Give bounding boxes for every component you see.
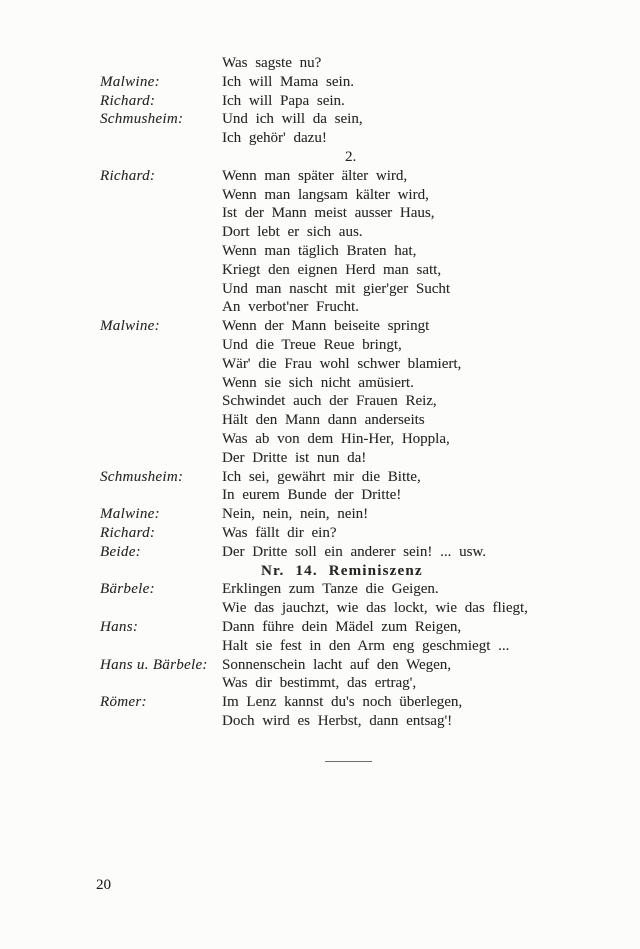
script-row	[100, 110, 605, 129]
script-row	[100, 223, 605, 242]
dialogue-line: Was ab von dem Hin-Her, Hoppla,	[222, 430, 450, 447]
speaker-label	[100, 449, 222, 468]
speaker-label: Hans:	[100, 618, 139, 635]
script-row	[100, 449, 605, 468]
dialogue-line: Wenn man langsam kälter wird,	[222, 186, 429, 203]
script-row	[100, 580, 605, 599]
script-row	[100, 204, 605, 223]
dialogue-line: Wenn sie sich nicht amüsiert.	[222, 374, 414, 391]
dialogue-line: Wenn der Mann beiseite springt	[222, 318, 430, 335]
script-row	[100, 599, 605, 618]
dialogue-line: Ich sei, gewährt mir die Bitte,	[222, 468, 421, 485]
speaker-label	[100, 186, 222, 205]
dialogue-line: Und man nascht mit gier'ger Sucht	[222, 280, 451, 297]
script-row	[100, 693, 605, 712]
dialogue-line: Und die Treue Reue bringt,	[222, 336, 402, 353]
script-row	[100, 430, 605, 449]
speaker-label	[100, 54, 222, 73]
script-row	[100, 317, 605, 336]
speaker-label: Schmusheim:	[100, 468, 184, 485]
speaker-label	[100, 486, 222, 505]
script-row	[100, 374, 605, 393]
dialogue-line: Ich will Mama sein.	[222, 73, 354, 90]
script-row	[100, 92, 605, 111]
dialogue-line: Sonnenschein lacht auf den Wegen,	[222, 656, 452, 673]
speaker-label: Richard:	[100, 92, 156, 109]
speaker-label: Beide:	[100, 543, 141, 560]
speaker-label	[100, 599, 222, 618]
speaker-label	[100, 430, 222, 449]
scene-heading: Nr. 14. Reminiszenz	[261, 562, 423, 579]
dialogue-line: Und ich will da sein,	[222, 111, 363, 128]
dialogue-line: Der Dritte ist nun da!	[222, 449, 367, 466]
speaker-label	[100, 712, 222, 731]
script-row	[100, 336, 605, 355]
dialogue-line: Nein, nein, nein, nein!	[222, 506, 369, 523]
script-row	[100, 392, 605, 411]
speaker-label	[100, 374, 222, 393]
speaker-label: Malwine:	[100, 73, 160, 90]
dialogue-line: Dort lebt er sich aus.	[222, 224, 363, 241]
script-row	[100, 73, 605, 92]
script-row	[100, 186, 605, 205]
script-row	[100, 656, 605, 675]
speaker-label	[100, 411, 222, 430]
dialogue-line: Was dir bestimmt, das ertrag',	[222, 675, 417, 692]
script-row	[100, 524, 605, 543]
script-row	[100, 637, 605, 656]
script-row	[100, 298, 605, 317]
script-row	[100, 468, 605, 487]
dialogue-line: Wenn man später älter wird,	[222, 167, 408, 184]
page-number: 20	[96, 877, 111, 893]
dialogue-line: Wär' die Frau wohl schwer blamiert,	[222, 355, 462, 372]
scene-heading-row	[100, 562, 605, 581]
script-row	[100, 129, 605, 148]
speaker-label: Malwine:	[100, 506, 160, 523]
section-divider-rule	[325, 761, 372, 762]
script-row	[100, 280, 605, 299]
speaker-label: Hans u. Bärbele:	[100, 656, 208, 673]
dialogue-line: Hält den Mann dann anderseits	[222, 412, 425, 429]
speaker-label: Malwine:	[100, 318, 160, 335]
speaker-label	[100, 355, 222, 374]
section-number: 2.	[345, 148, 357, 165]
speaker-label	[100, 298, 222, 317]
speaker-label	[100, 204, 222, 223]
speaker-label: Richard:	[100, 167, 156, 184]
script-row	[100, 54, 605, 73]
script-row	[100, 261, 605, 280]
dialogue-line: Erklingen zum Tanze die Geigen.	[222, 581, 439, 598]
dialogue-line: Schwindet auch der Frauen Reiz,	[222, 393, 437, 410]
speaker-label	[100, 637, 222, 656]
dialogue-line: In eurem Bunde der Dritte!	[222, 487, 402, 504]
script-row	[100, 674, 605, 693]
script-rows	[100, 54, 605, 731]
dialogue-line: Was sagste nu?	[222, 55, 322, 71]
script-row	[100, 505, 605, 524]
speaker-label: Bärbele:	[100, 581, 155, 598]
script-row	[100, 167, 605, 186]
dialogue-line: Kriegt den eignen Herd man satt,	[222, 261, 442, 278]
section-number-row	[100, 148, 605, 167]
script-row	[100, 411, 605, 430]
dialogue-line: Ich will Papa sein.	[222, 92, 345, 109]
speaker-label: Römer:	[100, 694, 147, 711]
speaker-label	[100, 223, 222, 242]
dialogue-line: Dann führe dein Mädel zum Reigen,	[222, 618, 462, 635]
dialogue-line: Wenn man täglich Braten hat,	[222, 242, 417, 259]
speaker-label	[100, 674, 222, 693]
speaker-label: Schmusheim:	[100, 111, 184, 128]
script-row	[100, 618, 605, 637]
dialogue-line: Halt sie fest in den Arm eng geschmiegt ...	[222, 637, 510, 654]
speaker-label: Richard:	[100, 524, 156, 541]
dialogue-line: Ich gehör' dazu!	[222, 130, 327, 147]
script-row	[100, 242, 605, 261]
speaker-label	[100, 261, 222, 280]
dialogue-line: Im Lenz kannst du's noch überlegen,	[222, 694, 463, 711]
dialogue-line: An verbot'ner Frucht.	[222, 299, 359, 316]
speaker-label	[100, 392, 222, 411]
dialogue-line: Ist der Mann meist ausser Haus,	[222, 205, 435, 222]
script-row	[100, 712, 605, 731]
dialogue-line: Doch wird es Herbst, dann entsag'!	[222, 712, 453, 729]
dialogue-line: Wie das jauchzt, wie das lockt, wie das fliegt,	[222, 600, 528, 617]
speaker-label	[100, 129, 222, 148]
speaker-label	[100, 336, 222, 355]
script-row	[100, 355, 605, 374]
script-row	[100, 543, 605, 562]
dialogue-line: Was fällt dir ein?	[222, 524, 337, 541]
dialogue-line: Der Dritte soll ein anderer sein! ... usw.	[222, 543, 487, 560]
speaker-label	[100, 242, 222, 261]
speaker-label	[100, 280, 222, 299]
script-row	[100, 486, 605, 505]
